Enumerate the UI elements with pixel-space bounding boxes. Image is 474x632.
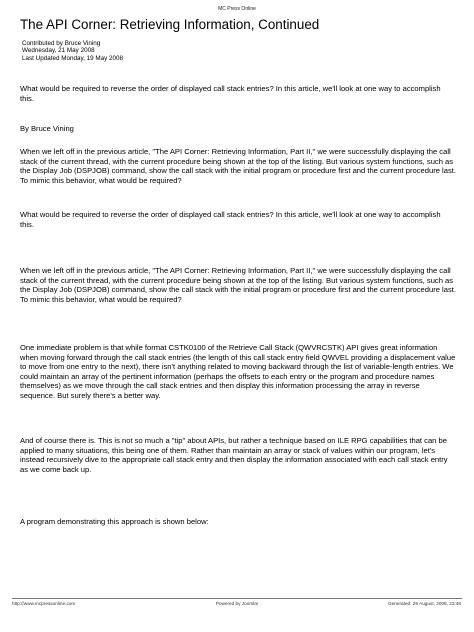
publish-date: Wednesday, 21 May 2008 bbox=[22, 47, 95, 55]
body-paragraph-5: And of course there is. This is not so much a "tip" about APIs, but rather a technique based on ILE RPG capabilities that can be applied to many situations, this being one of them. Rather than maintain an array or stack of values within our program, let's instead recursively dive to the appropriate call stack entry and then display the information associated with each call stack entry as we come back up. bbox=[20, 436, 448, 474]
article-title: The API Corner: Retrieving Information, Continued bbox=[20, 17, 320, 32]
site-header: MC Press Online bbox=[218, 6, 256, 12]
body-paragraph-4: One immediate problem is that while format CSTK0100 of the Retrieve Call Stack (QWVRCSTK) API gives great information when moving forward through the call stack entries (the length of this call stack entry field QWVEL providing a displacement value to move from one entry to the next), there isn't anything related to moving backward through the list of variable-length entries. We could maintain an array of the pertinent information (perhaps the offsets to each entry or the program and procedure names themselves) as we move through the call stack entries and then display this information processing the array in reverse sequence. But surely there's a better way. bbox=[20, 343, 456, 400]
body-paragraph-1: When we left off in the previous article, "The API Corner: Retrieving Information, Part II," we were successfully displaying the call stack of the current thread, with the current procedure being shown at the top of the listing. But various system functions, such as the Display Job (DSPJOB) command, show the call stack with the initial program or procedure first and the current procedure last. To mimic this behavior, what would be required? bbox=[20, 147, 456, 185]
body-paragraph-6: A program demonstrating this approach is shown below: bbox=[20, 517, 209, 526]
body-paragraph-3: When we left off in the previous article, "The API Corner: Retrieving Information, Part II," we were successfully displaying the call stack of the current thread, with the current procedure being shown at the top of the listing. But various system functions, such as the Display Job (DSPJOB) command, show the call stack with the initial program or procedure first and the current procedure last. To mimic this behavior, what would be required? bbox=[20, 266, 456, 304]
byline: By Bruce Vining bbox=[20, 124, 74, 133]
last-updated: Last Updated Monday, 19 May 2008 bbox=[22, 54, 124, 62]
footer-generated: Generated: 29 August, 2008, 23:48 bbox=[388, 601, 461, 606]
contributor-line: Contributed by Bruce Vining bbox=[22, 40, 101, 47]
footer-url[interactable]: http://www.mcpressonline.com bbox=[12, 601, 76, 606]
intro-paragraph: What would be required to reverse the order of displayed call stack entries? In this article, we'll look at one way to accomplish this. bbox=[20, 84, 441, 103]
footer-divider bbox=[12, 598, 462, 599]
body-paragraph-2: What would be required to reverse the order of displayed call stack entries? In this article, we'll look at one way to accomplish this. bbox=[20, 210, 441, 229]
footer-powered: Powered by Joomla! bbox=[215, 601, 259, 606]
article-meta bbox=[22, 40, 123, 62]
